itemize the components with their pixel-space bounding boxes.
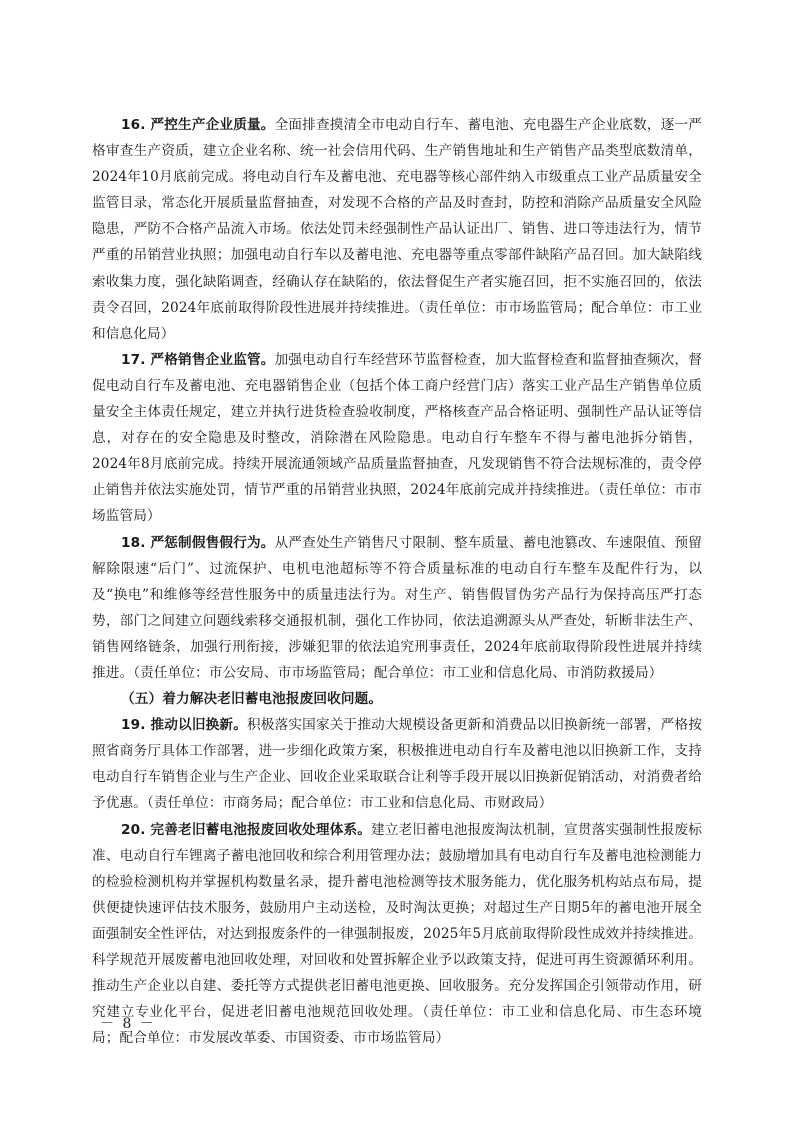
paragraph-19-body: 积极落实国家关于推动大规模设备更新和消费品以旧换新统一部署，严格按照省商务厅具体工作部署，进一步细化政策方案，积极推进电动自行车及蓄电池以旧换新工作，支持电动自行车销售企业与生产企业、回收企业采取联合让利等手段开展以旧换新促销活动，对消费者给予优惠。（责任单位：市商务局；配合单位：市工业和信息化局、市财政局） xyxy=(92,717,703,812)
paragraph-16-body: 全面排查摸清全市电动自行车、蓄电池、充电器生产企业底数，逐一严格审查生产资质，建立企业名称、统一社会信用代码、生产销售地址和生产销售产品类型底数清单，2024年10月底前完成。将电动自行车及蓄电池、充电器等核心部件纳入市级重点工业产品质量安全监管目录，常态化开展质量监督抽查，对发现不合格的产品及时查封，防控和消除产品质量安全风险隐患，严防不合格产品流入市场。依法处罚未经强制性产品认证出厂、销售、进口等违法行为，情节严重的吊销营业执照；加强电动自行车以及蓄电池、充电器等重点零部件缺陷产品召回。加大缺陷线索收集力度，强化缺陷调查，经确认存在缺陷的，依法督促生产者实施召回，拒不实施召回的，依法责令召回，2024年底前取得阶段性进展并持续推进。（责任单位：市市场监管局；配合单位：市工业和信息化局） xyxy=(92,117,703,342)
paragraph-20 xyxy=(92,817,702,1052)
paragraph-17 xyxy=(92,347,702,530)
paragraph-16 xyxy=(92,112,702,347)
paragraph-16-lead: 16. 严控生产企业质量。 xyxy=(121,117,275,133)
section-heading-5: （五）着力解决老旧蓄电池报废回收问题。 xyxy=(121,691,383,708)
paragraph-19-lead: 19. 推动以旧换新。 xyxy=(121,717,247,734)
page-number: － 8 － xyxy=(100,1016,156,1032)
paragraph-17-lead: 17. 严格销售企业监管。 xyxy=(121,351,275,368)
paragraph-20-body: 建立老旧蓄电池报废淘汰机制，宣贯落实强制性报废标准、电动自行车锂离子蓄电池回收和综合利用管理办法；鼓励增加具有电动自行车及蓄电池检测能力的检验检测机构并掌握机构数量名录，提升蓄电池检测等技术服务能力，优化服务机构站点布局，提供便捷快速评估技术服务，鼓励用户主动送检，及时淘汰更换；对超过生产日期5年的蓄电池开展全面强制安全性评估，对达到报废条件的一律强制报废，2025年5月底前取得阶段性成效并持续推进。科学规范开展废蓄电池回收处理，对回收和处置拆解企业予以政策支持，促进可再生资源循环利用。推动生产企业以自建、委托等方式提供老旧蓄电池更换、回收服务。充分发挥国企引领带动作用，研究建立专业化平台，促进老旧蓄电池规范回收处理。（责任单位：市工业和信息化局、市生态环境局；配合单位：市发展改革委、市国资委、市市场监管局） xyxy=(92,821,702,1047)
paragraph-20-lead: 20. 完善老旧蓄电池报废回收处理体系。 xyxy=(121,821,372,838)
paragraph-18 xyxy=(92,530,702,687)
page-content xyxy=(92,112,702,1051)
paragraph-18-body: 从严查处生产销售尺寸限制、整车质量、蓄电池篡改、车速限值、预留解除限速“后门”、过流保护、电机电池超标等不符合质量标准的电动自行车整车及配件行为，以及“换电”和维修等经营性服务中的质量违法行为。对生产、销售假冒伪劣产品行为保持高压严打态势，部门之间建立问题线索移交通报机制，强化工作协同，依法追溯源头从严查处，斩断非法生产、销售网络链条，加强行刑衔接，涉嫌犯罪的依法追究刑事责任，2024年底前取得阶段性进展并持续推进。（责任单位：市公安局、市市场监管局；配合单位：市工业和信息化局、市消防救援局） xyxy=(92,534,703,681)
paragraph-17-body: 加强电动自行车经营环节监督检查，加大监督检查和监督抽查频次，督促电动自行车及蓄电池、充电器销售企业（包括个体工商户经营门店）落实工业产品生产销售单位质量安全主体责任规定，建立并执行进货检查验收制度，严格核查产品合格证明、强制性产品认证等信息，对存在的安全隐患及时整改，消除潜在风险隐患。电动自行车整车不得与蓄电池拆分销售，2024年8月底前完成。持续开展流通领域产品质量监督抽查，凡发现销售不符合法规标准的，责令停止销售并依法实施处罚，情节严重的吊销营业执照，2024年底前完成并持续推进。（责任单位：市市场监管局） xyxy=(92,351,703,525)
paragraph-19 xyxy=(92,712,702,816)
paragraph-18-lead: 18. 严惩制假售假行为。 xyxy=(121,534,275,551)
